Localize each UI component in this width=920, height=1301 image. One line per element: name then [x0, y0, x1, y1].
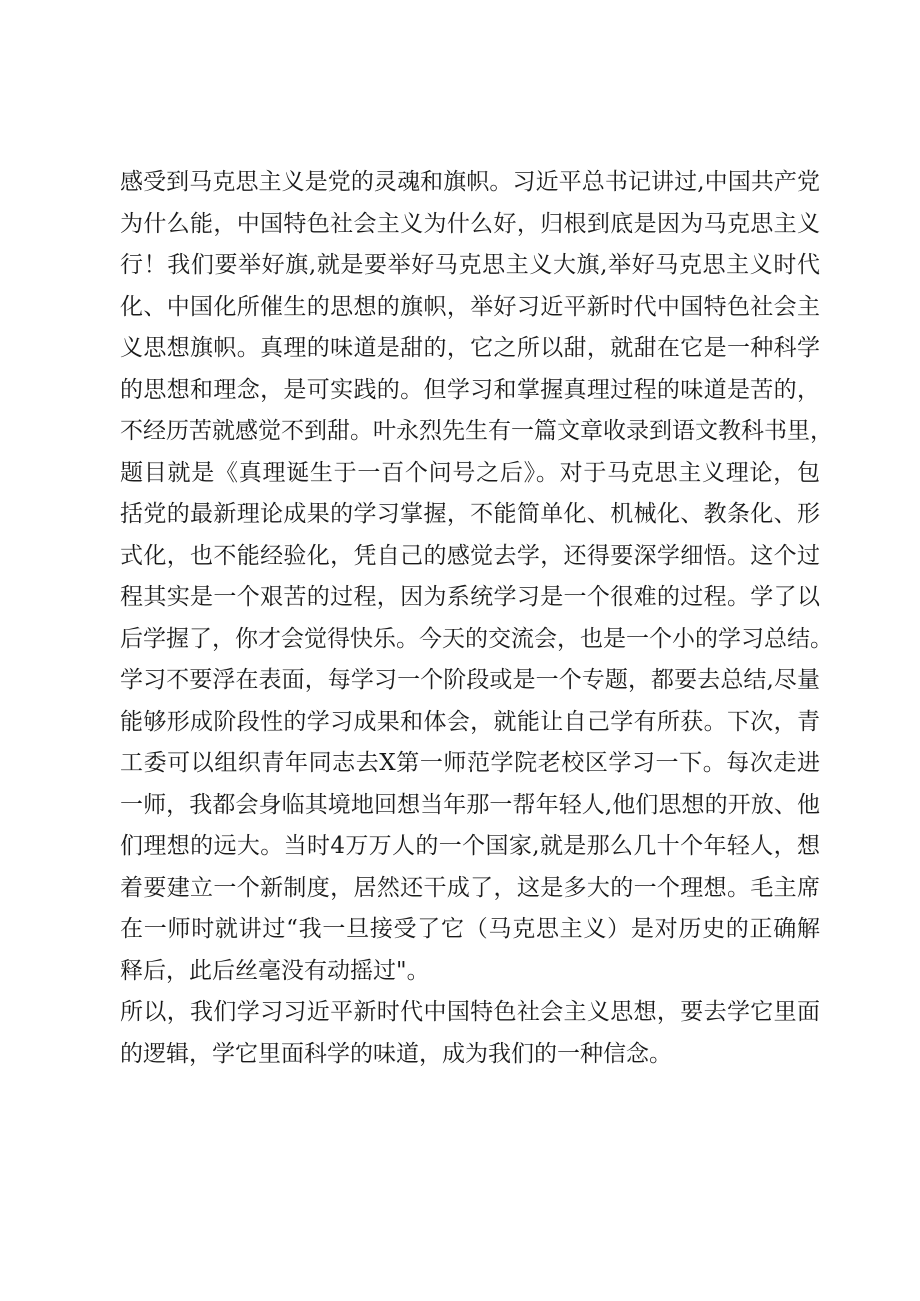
text-line: 的逻辑，学它里面科学的味道，成为我们的一种信念。 — [120, 1040, 672, 1067]
text-line: 的思想和理念，是可实践的。但学习和掌握真理过程的味道是苦的， — [120, 376, 820, 403]
text-line: 能够形成阶段性的学习成果和体会，就能让自己学有所获。下次，青 — [120, 708, 820, 735]
text-line: 一师，我都会身临其境地回想当年那一帮年轻人,他们思想的开放、他 — [120, 791, 820, 818]
text-line: 释后，此后丝毫没有动摇过"。 — [120, 957, 430, 984]
text-line: 在一师时就讲过“我一旦接受了它（马克思主义）是对历史的正确解 — [120, 916, 820, 942]
text-line: 着要建立一个新制度，居然还干成了，这是多大的一个理想。毛主席 — [120, 874, 820, 901]
text-line: 程其实是一个艰苦的过程，因为系统学习是一个很难的过程。学了以 — [120, 584, 820, 610]
text-line: 义思想旗帜。真理的味道是甜的，它之所以甜，就甜在它是一种科学 — [120, 335, 820, 361]
paragraph-1 — [120, 162, 833, 992]
text-line: 们理想的远大。当时4万万人的一个国家,就是那么几十个年轻人，想 — [120, 833, 820, 859]
text-line: 行！我们要举好旗,就是要举好马克思主义大旗,举好马克思主义时代 — [120, 252, 820, 278]
text-line: 后学握了，你才会觉得快乐。今天的交流会，也是一个小的学习总结。 — [120, 625, 833, 652]
body-text — [120, 162, 833, 1075]
text-line: 式化，也不能经验化，凭自己的感觉去学，还得要深学细悟。这个过 — [120, 542, 820, 569]
text-line: 括党的最新理论成果的学习掌握，不能简单化、机械化、教条化、形 — [120, 501, 820, 527]
text-line: 化、中国化所催生的思想的旗帜，举好习近平新时代中国特色社会主 — [120, 293, 820, 320]
text-line: 为什么能，中国特色社会主义为什么好，归根到底是因为马克思主义 — [120, 210, 820, 237]
paragraph-2 — [120, 992, 820, 1075]
text-line: 题目就是《真理诞生于一百个问号之后》。对于马克思主义理论，包 — [120, 459, 820, 486]
text-line: 学习不要浮在表面，每学习一个阶段或是一个专题，都要去总结,尽量 — [120, 667, 820, 693]
text-line: 感受到马克思主义是党的灵魂和旗帜。习近平总书记讲过,中国共产党 — [120, 169, 820, 195]
text-line: 不经历苦就感觉不到甜。叶永烈先生有一篇文章收录到语文教科书里， — [120, 418, 833, 444]
text-line: 所以，我们学习习近平新时代中国特色社会主义思想，要去学它里面 — [120, 999, 820, 1025]
text-line: 工委可以组织青年同志去X第一师范学院老校区学习一下。每次走进 — [120, 750, 820, 776]
